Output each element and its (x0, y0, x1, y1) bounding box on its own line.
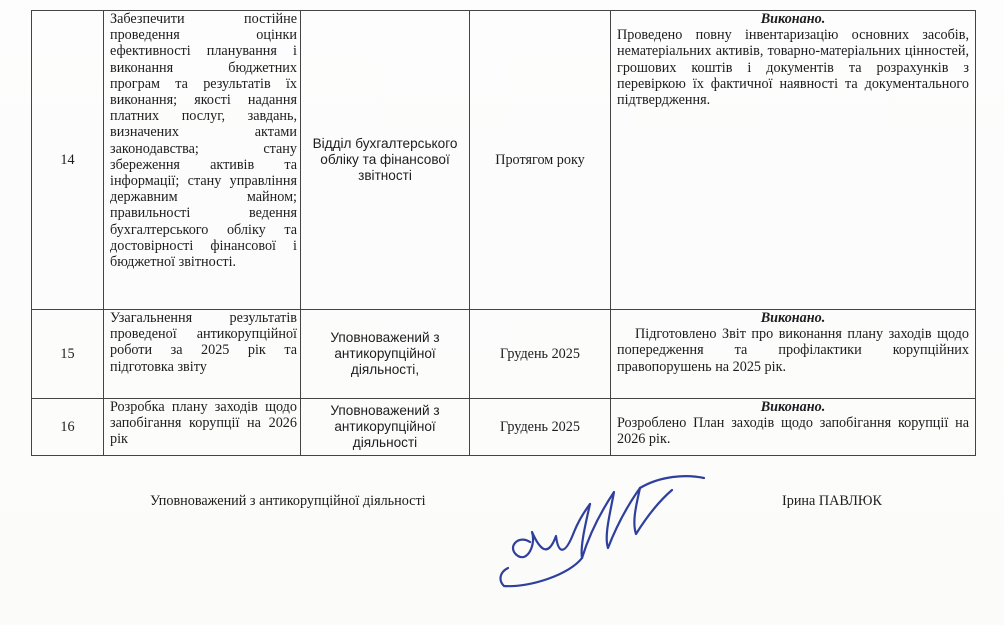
plan-table (31, 10, 976, 456)
result-text: Підготовлено Звіт про виконання плану заходів щодо попередження та профілактики корупційних правопорушень на 2025 рік. (617, 326, 969, 375)
signatory-role: Уповноважений з антикорупційної діяльності (150, 493, 426, 509)
table-row (32, 11, 976, 310)
table-row (32, 399, 976, 456)
status-label: Виконано. (760, 11, 826, 27)
responsible-cell: Уповноважений з антикорупційної діяльності, (301, 310, 470, 399)
status-label: Виконано. (760, 399, 826, 415)
responsible-cell: Уповноважений з антикорупційної діяльності (301, 399, 470, 456)
task-text: Розробка плану заходів щодо запобігання корупції на 2026 рік (110, 399, 297, 448)
responsible-cell: Відділ бухгалтерського обліку та фінансової звітності (301, 11, 470, 310)
row-number: 16 (32, 399, 104, 456)
status-label: Виконано. (760, 310, 826, 326)
result-text: Розроблено План заходів щодо запобігання корупції на 2026 рік. (617, 415, 969, 448)
result-cell (611, 11, 976, 310)
result-cell (611, 310, 976, 399)
task-text: Забезпечити постійне проведення оцінки ефективності планування і виконання бюджетних програм та результатів їх виконання; якості надання платних послуг, завдань, визначених актами законодавства; стану збереження активів та інформації; стану управління державним майном; правильності ведення бухгалтерського обліку та достовірності фінансової і бюджетної звітності. (110, 11, 297, 271)
result-text: Проведено повну інвентаризацію основних засобів, нематеріальних активів, товарно-матеріальних цінностей, грошових коштів і документів та розрахунків з перевіркою їх фактичної наявності та документального підтвердження. (617, 27, 969, 109)
task-text: Узагальнення результатів проведеної антикорупційної роботи за 2025 рік та підготовка звіту (110, 310, 297, 375)
term-cell: Протягом року (470, 11, 611, 310)
term-cell: Грудень 2025 (470, 399, 611, 456)
row-number: 14 (32, 11, 104, 310)
row-number: 15 (32, 310, 104, 399)
table-row (32, 310, 976, 399)
term-cell: Грудень 2025 (470, 310, 611, 399)
handwritten-signature (490, 462, 720, 602)
task-cell (104, 11, 301, 310)
task-cell (104, 310, 301, 399)
task-cell (104, 399, 301, 456)
signatory-name: Ірина ПАВЛЮК (782, 493, 882, 509)
result-cell (611, 399, 976, 456)
